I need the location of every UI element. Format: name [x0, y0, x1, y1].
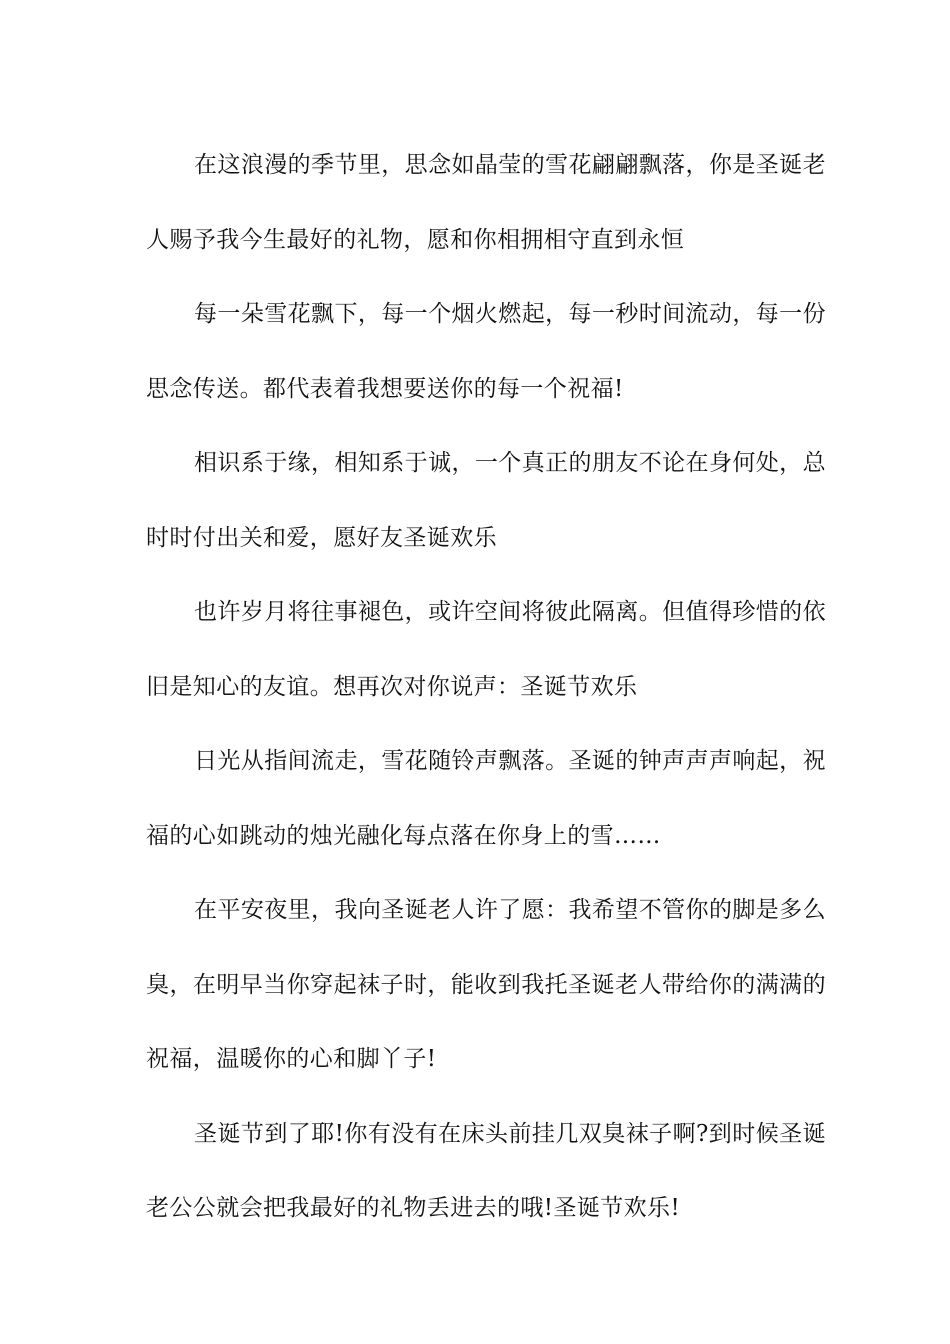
- paragraph: 日光从指间流走，雪花随铃声飘落。圣诞的钟声声声响起，祝福的心如跳动的烛光融化每点落在你身上的雪……: [146, 748, 826, 849]
- paragraph: 相识系于缘，相知系于诚，一个真正的朋友不论在身何处，总时时付出关和爱，愿好友圣诞欢乐: [146, 450, 826, 551]
- paragraph: 在平安夜里，我向圣诞老人许了愿：我希望不管你的脚是多么臭，在明早当你穿起袜子时，能收到我托圣诞老人带给你的满满的祝福，温暖你的心和脚丫子!: [146, 897, 826, 1072]
- paragraph: 也许岁月将往事褪色，或许空间将彼此隔离。但值得珍惜的依旧是知心的友谊。想再次对你说声：圣诞节欢乐: [146, 599, 826, 700]
- document-body: [146, 128, 826, 1246]
- paragraph: 圣诞节到了耶!你有没有在床头前挂几双臭袜子啊?到时候圣诞老公公就会把我最好的礼物丢进去的哦!圣诞节欢乐!: [146, 1120, 826, 1221]
- paragraph: 每一朵雪花飘下，每一个烟火燃起，每一秒时间流动，每一份思念传送。都代表着我想要送你的每一个祝福!: [146, 301, 826, 402]
- paragraph: 在这浪漫的季节里，思念如晶莹的雪花翩翩飘落，你是圣诞老人赐予我今生最好的礼物，愿和你相拥相守直到永恒: [146, 152, 826, 253]
